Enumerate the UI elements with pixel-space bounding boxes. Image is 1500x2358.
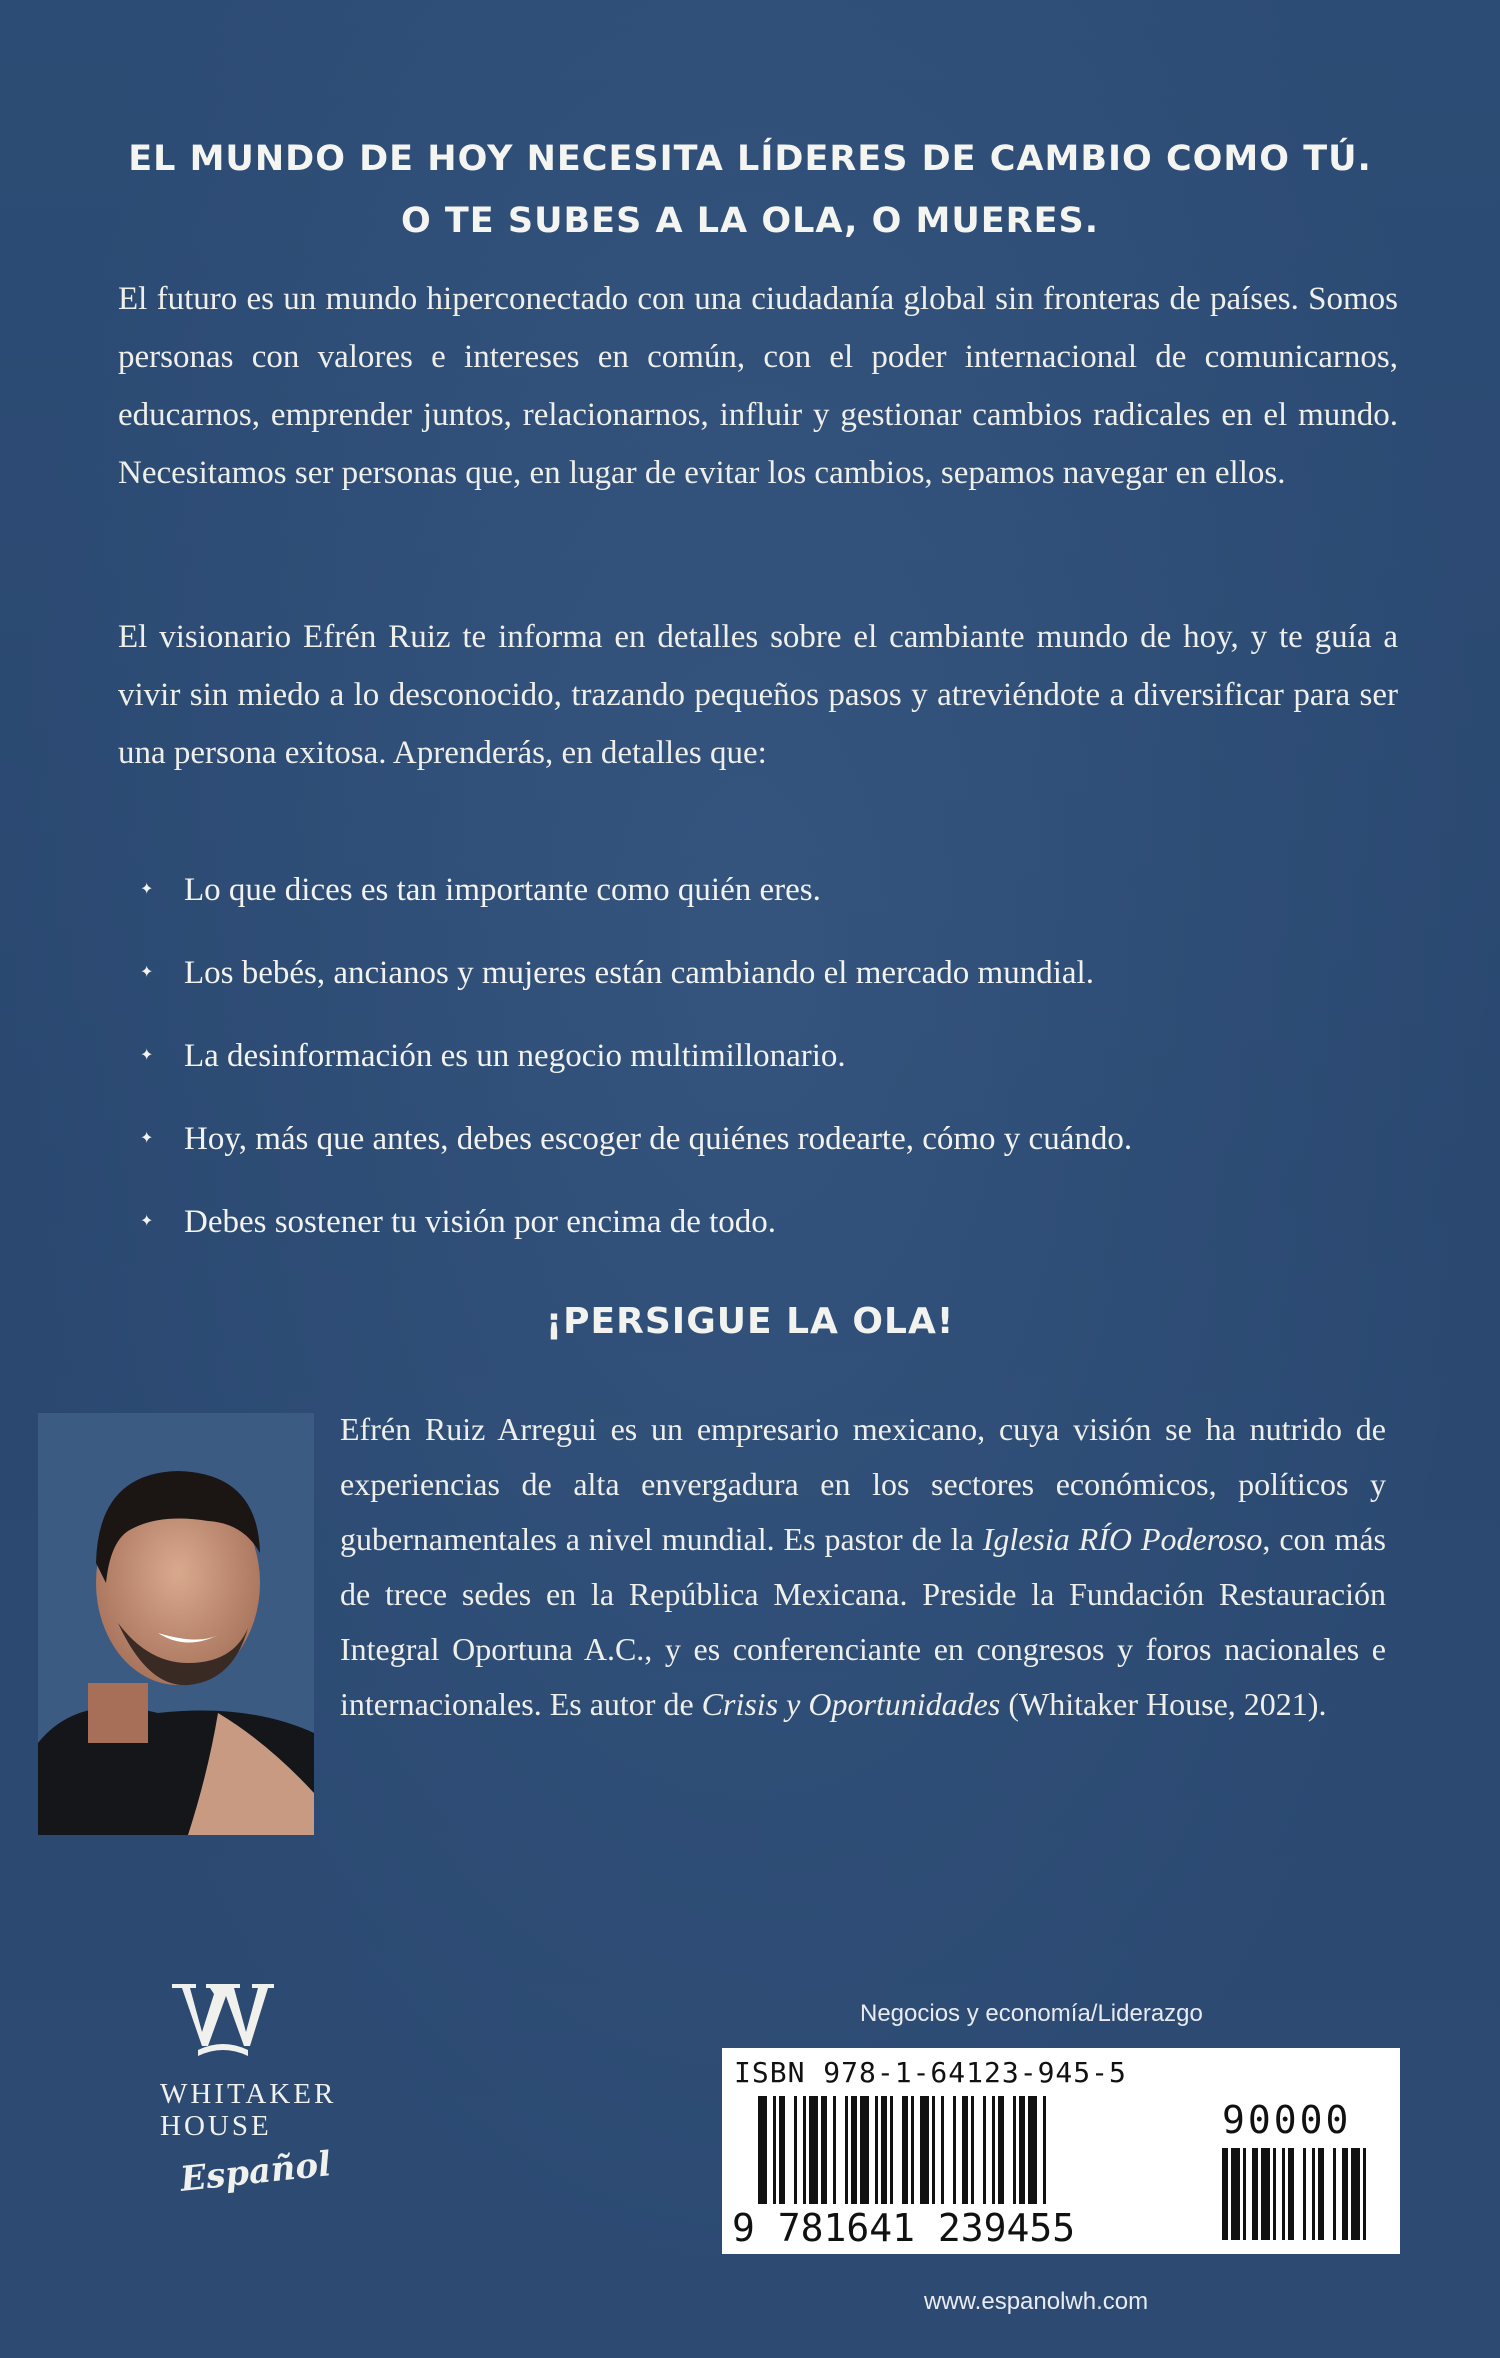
- list-item-text: Los bebés, ancianos y mujeres están cambiando el mercado mundial.: [184, 955, 1094, 991]
- book-category: Negocios y economía/Liderazgo: [860, 2000, 1203, 2027]
- bio-text-1: Efrén Ruiz Arregui es un empresario mexicano, cuya visión se ha nutrido de experiencias de alta envergadura en los sectores económicos, políticos y gubernamentales a nivel mundial. Es pastor de la: [340, 1411, 1386, 1557]
- author-portrait-icon: [38, 1413, 314, 1835]
- bio-text-2: , con más de trece sedes en la República Mexicana. Preside la Fundación Restauración Integral Oportuna A.C., y es conferenciante en congresos y foros nacionales e internacionales. Es autor de: [340, 1521, 1387, 1722]
- bio-text-3: (Whitaker House, 2021).: [1000, 1686, 1327, 1722]
- book-title: Crisis y Oportunidades: [701, 1686, 1001, 1722]
- key-points-list: [140, 870, 1400, 1285]
- description-paragraph-2: El visionario Efrén Ruiz te informa en detalles sobre el cambiante mundo de hoy, y te guía a vivir sin miedo a lo desconocido, trazando pequeños pasos y atreviéndote a diversificar para ser una persona exitosa. Aprenderás, en detalles que:: [118, 619, 1398, 771]
- list-item-text: La desinformación es un negocio multimillonario.: [184, 1038, 846, 1074]
- barcode-digits: 9 781641 239455: [732, 2206, 1076, 2250]
- list-item: [140, 953, 1400, 993]
- list-item-text: Debes sostener tu visión por encima de todo.: [184, 1204, 777, 1240]
- isbn-barcode: [722, 2048, 1400, 2254]
- headline: [0, 128, 1500, 252]
- list-item-text: Lo que dices es tan importante como quién eres.: [184, 872, 821, 908]
- author-bio: [340, 1402, 1386, 1732]
- headline-line-1: EL MUNDO DE HOY NECESITA LÍDERES DE CAMBIO COMO TÚ.: [128, 139, 1372, 179]
- author-photo: [38, 1413, 314, 1835]
- publisher-line-2: HOUSE: [160, 2110, 272, 2142]
- call-to-action: ¡PERSIGUE LA OLA!: [545, 1301, 955, 1342]
- church-name: Iglesia RÍO Poderoso: [982, 1521, 1263, 1557]
- publisher-name: [160, 2078, 360, 2142]
- headline-line-2: O TE SUBES A LA OLA, O MUERES.: [400, 201, 1100, 241]
- whitaker-house-logo-icon: [168, 1980, 278, 2060]
- star-bullet-icon: ✦: [140, 964, 154, 981]
- list-item: [140, 1119, 1400, 1159]
- star-bullet-icon: ✦: [140, 1213, 154, 1230]
- publisher-line-3: Español: [178, 2144, 333, 2200]
- list-item-text: Hoy, más que antes, debes escoger de quiénes rodearte, cómo y cuándo.: [184, 1121, 1133, 1157]
- list-item: [140, 1202, 1400, 1242]
- isbn-label: ISBN 978-1-64123-945-5: [734, 2056, 1127, 2089]
- description-paragraph-1: El futuro es un mundo hiperconectado con una ciudadanía global sin fronteras de países. Somos personas con valores e intereses en común, con el poder internacional de comunicarnos, educarnos, emprender juntos, relacionarnos, influir y gestionar cambios radicales en el mundo. Necesitamos ser personas que, en lugar de evitar los cambios, sepamos navegar en ellos.: [118, 281, 1398, 491]
- star-bullet-icon: ✦: [140, 881, 154, 898]
- star-bullet-icon: ✦: [140, 1130, 154, 1147]
- publisher-logo: [160, 1980, 390, 2220]
- price-code: 90000: [1222, 2098, 1352, 2142]
- star-bullet-icon: ✦: [140, 1047, 154, 1064]
- website-url: www.espanolwh.com: [924, 2288, 1149, 2315]
- publisher-line-1: WHITAKER: [160, 2078, 337, 2110]
- list-item: [140, 1036, 1400, 1076]
- list-item: [140, 870, 1400, 910]
